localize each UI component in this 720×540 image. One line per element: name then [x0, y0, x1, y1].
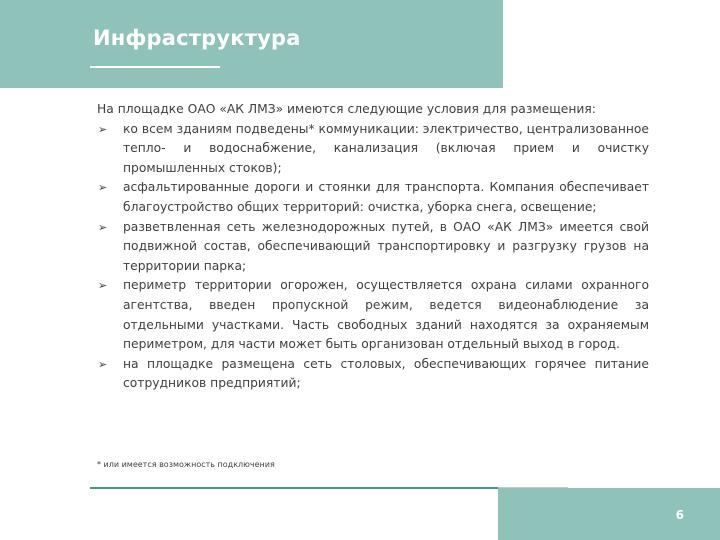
intro-text: На площадке ОАО «АК ЛМЗ» имеются следующие условия для размещения:: [97, 102, 596, 116]
slide-title: Инфраструктура: [93, 26, 301, 50]
footnote: * или имеется возможность подключения: [97, 460, 275, 469]
arrow-bullet-icon: ➢: [98, 357, 108, 371]
arrow-bullet-icon: ➢: [98, 122, 108, 136]
page-number-box: [498, 488, 720, 540]
bullet-text: асфальтированные дороги и стоянки для транспорта. Компания обеспечивает благоустройство общих территорий: очистка, уборка снега, освещение;: [123, 180, 649, 214]
bullet-item: [97, 120, 649, 179]
bullet-item: [97, 178, 649, 217]
bullet-text: ко всем зданиям подведены* коммуникации: электричество, централизованное тепло- и водоснабжение, канализация (включая прием и очистку промышленных стоков);: [123, 121, 649, 175]
arrow-bullet-icon: ➢: [98, 220, 108, 234]
arrow-bullet-icon: ➢: [98, 279, 108, 293]
title-underline: [90, 66, 220, 68]
header-right-panel: [503, 0, 720, 88]
footer-divider: [90, 487, 498, 489]
bullet-text: периметр территории огорожен, осуществляется охрана силами охранного агентства, введен пропускной режим, ведется видеонаблюдение за отдельными участками. Часть свободных зданий находятся за охраняемым периметром, для части может быть организован отдельный выход в город.: [123, 278, 649, 352]
bullet-item: [97, 355, 649, 394]
bullet-text: разветвленная сеть железнодорожных путей, в ОАО «АК ЛМЗ» имеется свой подвижной состав, обеспечивающий транспортировку и разгрузку грузов на территории парка;: [123, 219, 649, 273]
page-number: 6: [675, 508, 684, 522]
bullet-text: на площадке размещена сеть столовых, обеспечивающих горячее питание сотрудников предприятий;: [123, 356, 649, 391]
bullet-item: [97, 218, 649, 277]
slide-content: [97, 100, 649, 394]
bullet-item: [97, 276, 649, 354]
bullet-list: [97, 120, 649, 394]
arrow-bullet-icon: ➢: [98, 181, 108, 195]
